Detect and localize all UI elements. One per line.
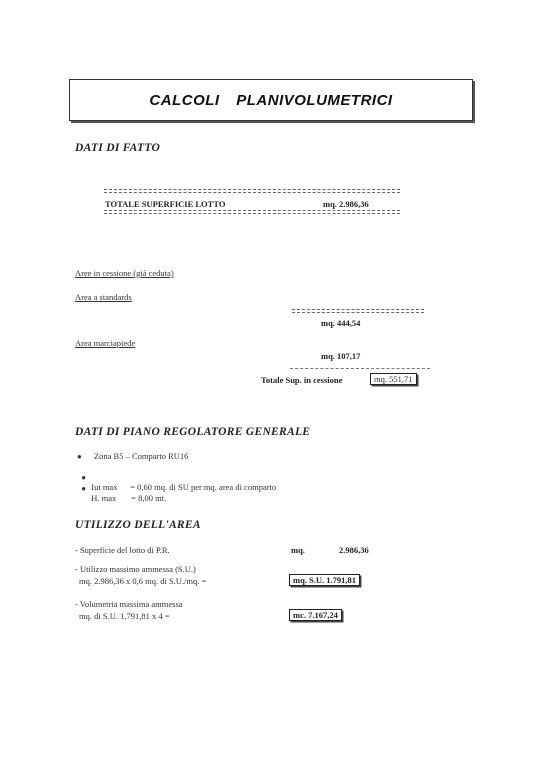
prg-item-3-text: H. max = 8,00 mt. [91,493,167,503]
prg-item-1 [77,451,188,461]
double-rule-top [104,189,400,193]
area-marciapiede-value: mq. 107,17 [321,351,361,361]
prg-item-1-text: Zona B5 – Comparto RU16 [93,451,189,461]
totale-superficie-value: mq. 2.986,36 [323,199,369,209]
superficie-lotto-unit: mq. [291,545,305,555]
superficie-lotto-label: - Superficie del lotto di P.R. [75,545,170,555]
utilizzo-massimo-value: mq. S.U. 1.791,81 [289,574,360,586]
volumetria-massima-label: - Volumetria massima ammessa [75,599,183,609]
title-box [69,79,473,121]
area-standards-label: Area a standards [75,292,132,302]
area-standards-value: mq. 444,54 [321,318,361,328]
superficie-lotto-value: 2.986,36 [339,545,369,555]
cessione-dash-rule [290,368,430,369]
utilizzo-heading: UTILIZZO DELL'AREA [75,519,201,531]
totale-cessione-value: mq. 551,71 [370,373,417,385]
utilizzo-massimo-formula: mq. 2.986,36 x 0,6 mq. di S.U./mq. = [79,576,207,586]
totale-superficie-label: TOTALE SUPERFICIE LOTTO [105,199,226,209]
totale-cessione-label: Totale Sup. in cessione [261,375,343,385]
double-rule-bottom [104,210,400,214]
dati-di-fatto-heading: DATI DI FATTO [75,142,161,154]
bullet-icon: ● [81,484,87,493]
bullet-icon: ● [81,473,87,482]
aree-cessione-label: Aree in cessione (già ceduta) [75,268,174,278]
utilizzo-massimo-label: - Utilizzo massimo ammessa (S.U.) [75,564,196,574]
prg-item-3 [77,473,166,503]
standards-double-rule [292,309,424,313]
volumetria-massima-formula: mq. di S.U. 1.791,81 x 4 = [79,611,170,621]
page-title: CALCOLI PLANIVOLUMETRICI [149,92,393,109]
area-marciapiede-label: Area marciapiede [75,338,136,348]
bullet-icon: ● [77,452,82,461]
prg-item-2-text: Iut max = 0,60 mq. di SU per mq. area di comparto [91,482,277,492]
volumetria-massima-value: mc. 7.167,24 [289,609,342,621]
piano-regolatore-heading: DATI DI PIANO REGOLATORE GENERALE [75,426,311,438]
